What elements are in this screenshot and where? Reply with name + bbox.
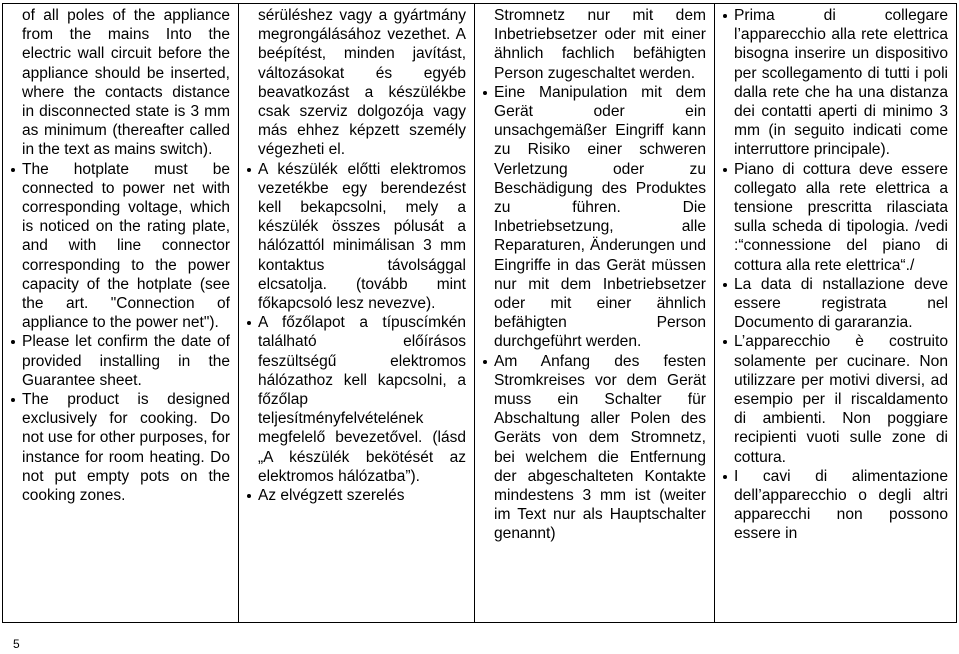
italian-bullet-1: Prima di collegare l’apparecchio alla rete elettrica bisogna inserire un dispositivo per scollegamento di tutti i poli dalla rete che ha una distanza dei contatti aperti di minimo 3 mm (in seguito indicati come interruttore principale).	[734, 7, 948, 159]
english-bullet-1: The hotplate must be connected to power net with corresponding voltage, which is noticed on the rating plate, and with line connector corresponding to the power capacity of the hotplate (see the art. "Connection of appliance to the power net").	[22, 160, 230, 332]
german-bullet-1: Eine Manipulation mit dem Gerät oder ein unsachgemäßer Eingriff kann zu Risiko einer schweren Verletzung oder zu Beschädigung des Produktes zu führen. Die Inbetriebsetzung, alle Reparaturen, Änderungen und Eingriffe in das Gerät müssen nur mit dem Inbetriebsetzer oder mit einer ähnlich befähigten Person durchgeführt werden.	[494, 83, 706, 351]
column-english	[3, 4, 239, 622]
german-lead-paragraph: Stromnetz nur mit dem Inbetriebsetzer oder mit einer ähnlich fachlich befähigten Person zugeschaltet werden.	[494, 7, 706, 82]
english-lead-paragraph: of all poles of the appliance from the mains Into the electric wall circuit before the appliance should be inserted, where the contacts distance in disconnected state is 3 mm as minimum (thereafter called in the text as mains switch).	[22, 7, 230, 159]
hungarian-lead-paragraph: sérüléshez vagy a gyártmány megrongálásához vezethet. A beépítést, minden javítást, változásokat és egyéb beavatkozást a készülékbe csak szerviz dolgozója vagy más ehhez képzett személy végezheti el.	[258, 7, 466, 159]
german-bullet-2: Am Anfang des festen Stromkreises vor dem Gerät muss ein Schalter für Abschaltung aller Polen des Geräts von dem Stromnetz, bei welchem die Entfernung der abgeschalteten Kontakte mindestens 3 mm ist (weiter im Text nur als Hauptschalter genannt)	[494, 352, 706, 543]
hungarian-bullet-3: Az elvégzett szerelés	[258, 486, 466, 505]
italian-bullet-3: La data di nstallazione deve essere registrata nel Documento di gararanzia.	[734, 275, 948, 332]
italian-bullet-2: Piano di cottura deve essere collegato alla rete elettrica a tensione prescritta rilasciata sulla scheda di tipologia. /vedi :“connessione del piano di cottura alla rete elettrica“./	[734, 160, 948, 274]
english-bullet-3: The product is designed exclusively for cooking. Do not use for other purposes, for instance for room heating. Do not put empty pots on the cooking zones.	[22, 391, 230, 505]
hungarian-bullet-1: A készülék előtti elektromos vezetékbe egy berendezést kell bekapcsolni, mely a készülék összes pólusát a hálózattól minimálisan 3 mm kontaktus távolsággal elcsatolja. (tovább mint főkapcsoló lesz nevezve).	[258, 160, 466, 313]
column-italian	[715, 4, 956, 622]
english-bullet-2: Please let confirm the date of provided installing in the Guarantee sheet.	[22, 333, 230, 389]
italian-bullet-5: I cavi di alimentazione dell’apparecchio o degli altri apparecchi non possono essere in	[734, 467, 948, 543]
page-number: 5	[13, 637, 20, 651]
column-german	[475, 4, 715, 622]
italian-bullet-4: L’apparecchio è costruito solamente per cucinare. Non utilizzare per motivi diversi, ad esempio per il riscaldamento di ambienti. Non poggiare recipienti vuoti sulle zone di cottura.	[734, 333, 948, 466]
manual-text-table	[2, 3, 957, 623]
column-hungarian	[239, 4, 475, 622]
hungarian-bullet-2: A főzőlapot a típuscímkén található előírásos feszültségű elektromos hálózathoz kell kapcsolni, a főzőlap teljesítményfelvételének megfelelő bevezetővel. (lásd „A készülék bekötését az elektromos hálózatba”).	[258, 314, 466, 485]
